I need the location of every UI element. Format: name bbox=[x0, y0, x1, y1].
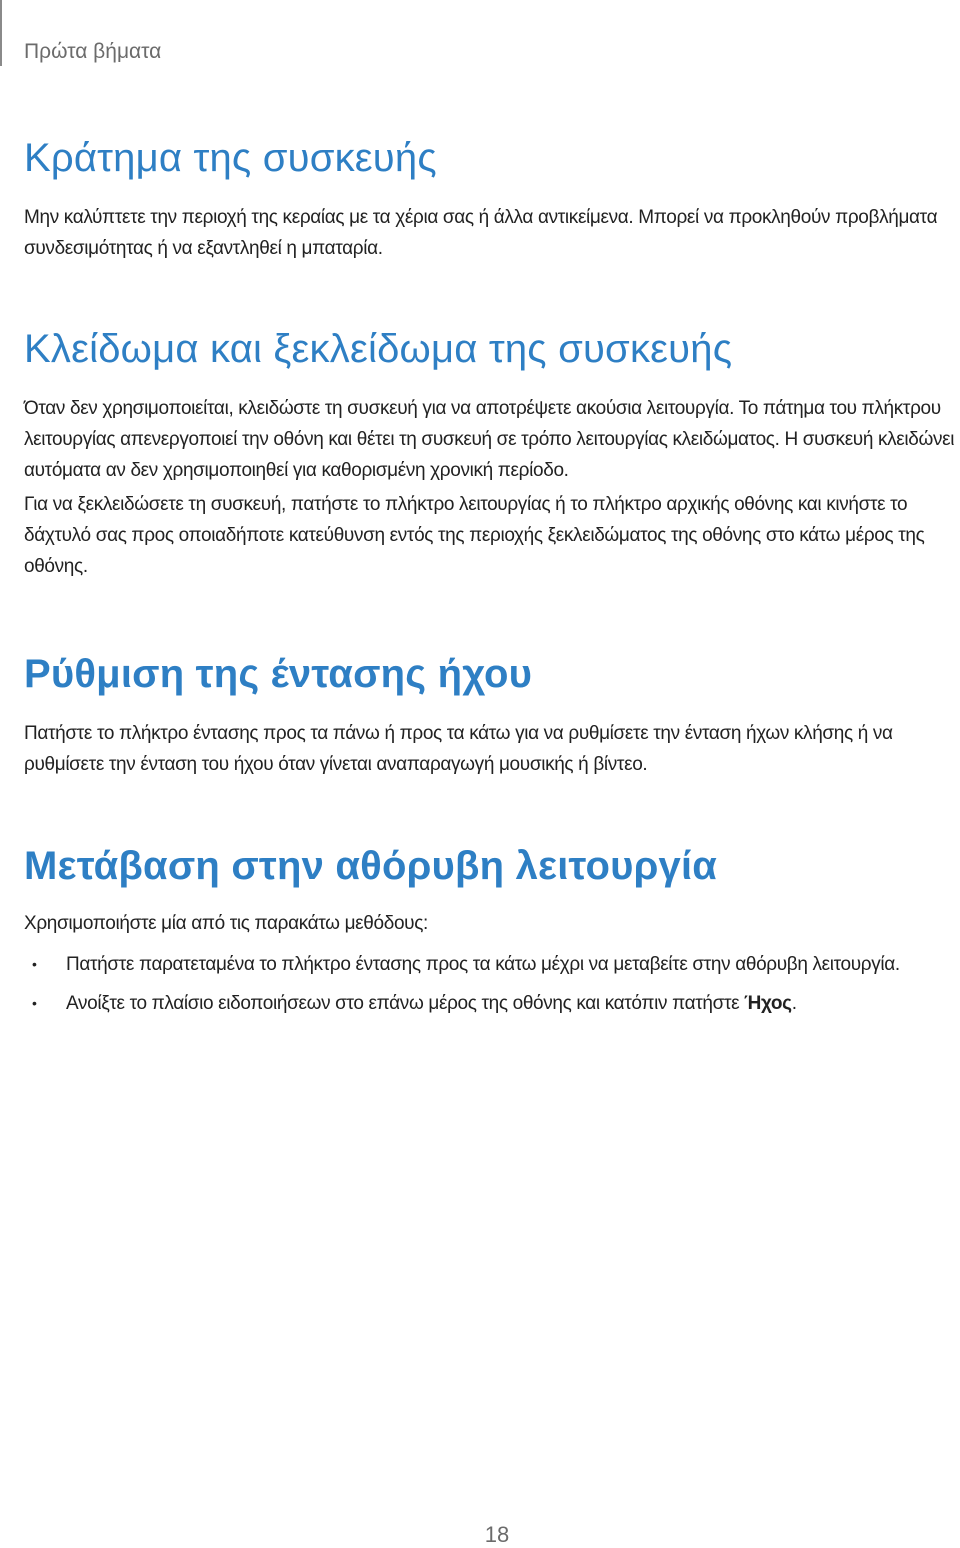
section-holding-device bbox=[24, 134, 960, 264]
list-item-text: Ανοίξτε το πλαίσιο ειδοποιήσεων στο επάνω μέρος της οθόνης και κατόπιν πατήστε bbox=[66, 993, 745, 1014]
section-title-holding: Κράτημα της συσκευής bbox=[24, 136, 437, 180]
silent-intro: Χρησιμοποιήστε μία από τις παρακάτω μεθόδους: bbox=[24, 913, 428, 934]
bullet-icon: • bbox=[32, 995, 37, 1011]
section-title-lock: Κλείδωμα και ξεκλείδωμα της συσκευής bbox=[24, 327, 733, 371]
sound-option-label: Ήχος bbox=[744, 993, 792, 1014]
section-volume bbox=[24, 650, 960, 780]
lock-paragraph-1: Όταν δεν χρησιμοποιείται, κλειδώστε τη συσκευή για να αποτρέψετε ακούσια λειτουργία. Το πάτημα του πλήκτρου λειτουργίας απενεργοποιεί την οθόνη και θέτει τη συσκευή σε τρόπο λειτουργίας κλειδώματος. Η συσκευή κλειδώνει αυτόματα αν δεν χρησιμοποιηθεί για καθορισμένη χρονική περίοδο. bbox=[24, 398, 955, 481]
bullet-icon: • bbox=[32, 956, 37, 972]
section-silent-mode bbox=[24, 842, 960, 1027]
volume-paragraph: Πατήστε το πλήκτρο έντασης προς τα πάνω ή προς τα κάτω για να ρυθμίσετε την ένταση ήχων κλήσης ή να ρυθμίσετε την ένταση του ήχου όταν γίνεται αναπαραγωγή μουσικής ή βίντεο. bbox=[24, 723, 893, 775]
lock-paragraph-2: Για να ξεκλειδώσετε τη συσκευή, πατήστε το πλήκτρο λειτουργίας ή το πλήκτρο αρχικής οθόνης και κινήστε το δάχτυλό σας προς οποιαδήποτε κατεύθυνση εντός της περιοχής ξεκλειδώματος της οθόνης στο κάτω μέρος της οθόνης. bbox=[24, 494, 925, 577]
holding-paragraph: Μην καλύπτετε την περιοχή της κεραίας με τα χέρια σας ή άλλα αντικείμενα. Μπορεί να προκληθούν προβλήματα συνδεσιμότητας ή να εξαντληθεί η μπαταρία. bbox=[24, 207, 938, 259]
list-item-text: Πατήστε παρατεταμένα το πλήκτρο έντασης προς τα κάτω μέχρι να μεταβείτε στην αθόρυβη λειτουργία. bbox=[66, 954, 900, 975]
list-item-text-end: . bbox=[791, 993, 797, 1014]
silent-methods-list bbox=[24, 949, 960, 1019]
section-title-silent: Μετάβαση στην αθόρυβη λειτουργία bbox=[24, 844, 718, 888]
running-header: Πρώτα βήματα bbox=[24, 40, 162, 63]
list-item bbox=[24, 949, 960, 980]
list-item bbox=[24, 988, 960, 1019]
section-lock-unlock bbox=[24, 325, 960, 582]
section-title-volume: Ρύθμιση της έντασης ήχου bbox=[24, 652, 533, 696]
page-number: 18 bbox=[484, 1522, 510, 1547]
page-edge-rule bbox=[0, 0, 2, 66]
